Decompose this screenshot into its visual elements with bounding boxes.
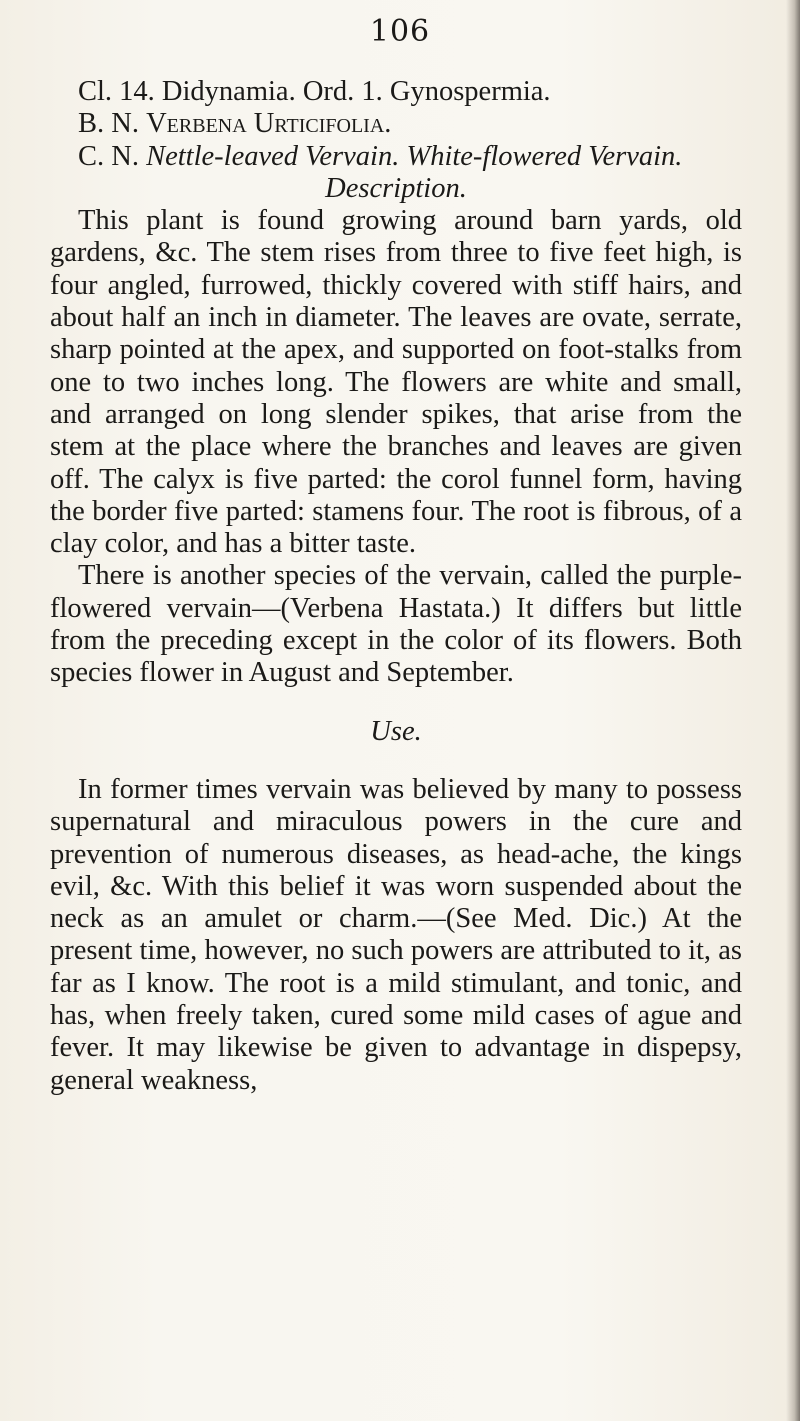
common-prefix: C. N. — [78, 140, 139, 172]
common-name-line — [50, 141, 742, 173]
page-number: 106 — [369, 14, 431, 49]
use-heading: Use. — [370, 715, 422, 747]
use-paragraph-1: In former times vervain was believed by many to possess supernatural and miraculous powers in the cure and prevention of numerous diseases, as head-ache, the kings evil, &c. With this belief it was worn suspended about the neck as an amulet or charm.—(See Med. Dic.) At the present time, however, no such powers are attributed to it, as far as I know. The root is a mild stimulant, and tonic, and has, when freely taken, cured some mild cases of ague and fever. It may likewise be given to advantage in dispepsy, general weakness, — [50, 773, 742, 1096]
botanical-name: Verbena Urticifolia. — [146, 108, 392, 140]
description-paragraph-2: There is another species of the vervain, called the purple-flowered vervain—(Verbena Hastata.) It differs but little from the preceding except in the color of its flowers. Both species flower in August and September. — [50, 560, 742, 689]
page-edge-shadow — [786, 0, 800, 1421]
classification-line: Cl. 14. Didynamia. Ord. 1. Gynospermia. — [78, 76, 551, 107]
description-paragraph-1: This plant is found growing around barn yards, old gardens, &c. The stem rises from three to five feet high, is four angled, furrowed, thickly covered with stiff hairs, and about half an inch in diameter. The leaves are ovate, serrate, sharp pointed at the apex, and supported on foot-stalks from one to two inches long. The flowers are white and small, and arranged on long slender spikes, that arise from the stem at the place where the branches and leaves are given off. The calyx is five parted: the corol funnel form, having the border five parted: stamens four. The root is fibrous, of a clay color, and has a bitter taste. — [50, 205, 742, 560]
description-heading: Description. — [325, 172, 467, 204]
common-name: Nettle-leaved Vervain. White-flowered Vervain. — [146, 140, 683, 172]
botanical-prefix: B. N. — [78, 108, 139, 140]
page-text — [50, 76, 742, 1097]
botanical-name-line — [50, 108, 742, 140]
